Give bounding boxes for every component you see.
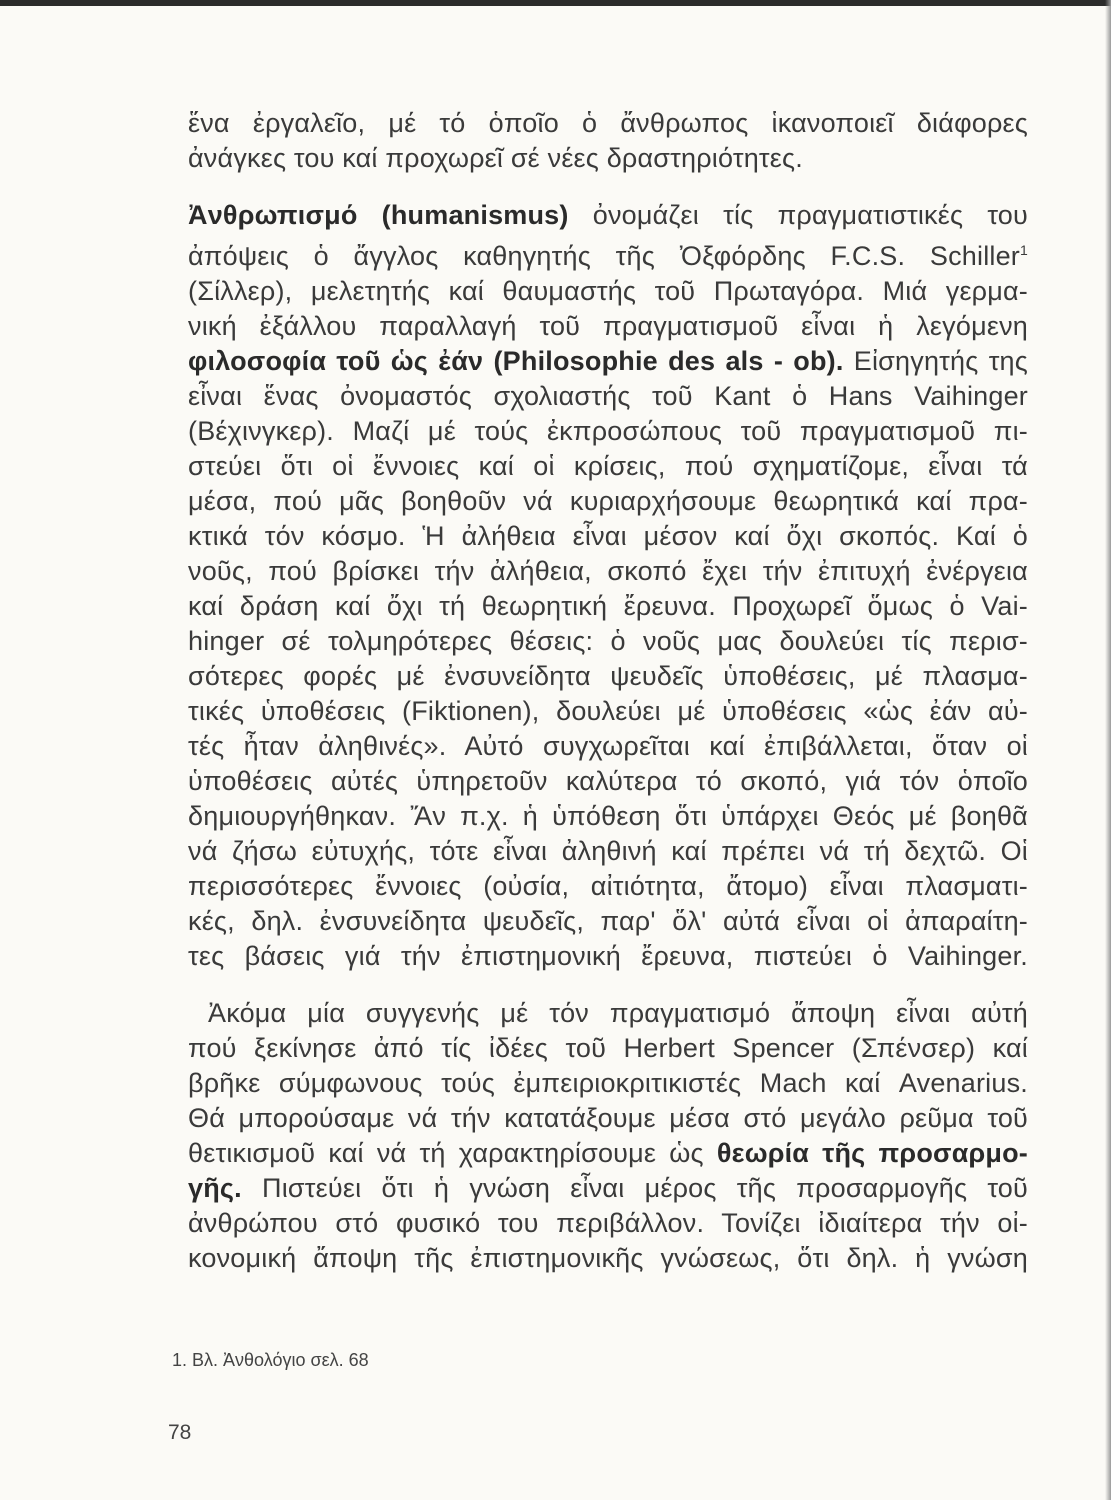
text-line: κονομική ἄποψη τῆς ἐπιστημονικῆς γνώσεως, ὅτι δηλ. ἡ γνώση — [188, 1243, 1028, 1273]
text-line: εἶναι ἕνας ὀνομαστός σχολιαστής τοῦ Kant ὁ Hans Vaihinger — [188, 381, 1028, 411]
text-line: ὑποθέσεις αὐτές ὑπηρετοῦν καλύτερα τό σκοπό, γιά τόν ὁποῖο — [188, 766, 1028, 796]
text-line: τές ἦταν ἀληθινές». Αὐτό συγχωρεῖται καί ἐπιβάλλεται, ὅταν οἱ — [188, 731, 1028, 761]
text-line: Ἀνθρωπισμό (humanismus) ὀνομάζει τίς πραγματιστικές του — [188, 200, 1028, 230]
text-line: γῆς. Πιστεύει ὅτι ἡ γνώση εἶναι μέρος τῆς προσαρμογῆς τοῦ — [188, 1173, 1028, 1203]
text-line: πού ξεκίνησε ἀπό τίς ἰδέες τοῦ Herbert Spencer (Σπένσερ) καί — [188, 1033, 1028, 1063]
footnote-mark: 1. — [172, 1350, 188, 1370]
text-line: κές, δηλ. ἐνσυνείδητα ψευδεῖς, παρ' ὅλ' αὐτά εἶναι οἱ ἀπαραίτη- — [188, 906, 1028, 936]
text-line: νά ζήσω εὐτυχής, τότε εἶναι ἀληθινή καί πρέπει νά τή δεχτῶ. Οἱ — [188, 836, 1028, 866]
text-line: τικές ὑποθέσεις (Fiktionen), δουλεύει μέ ὑποθέσεις «ὡς ἐάν αὐ- — [188, 696, 1028, 726]
text-line: ἀνάγκες του καί προχωρεῖ σέ νέες δραστηριότητες. — [188, 143, 803, 173]
text-line: περισσότερες ἔννοιες (οὐσία, αἰτιότητα, ἄτομο) εἶναι πλασματι- — [188, 871, 1028, 901]
scan-right-edge — [1105, 0, 1111, 1500]
term-theoria-prosarmogis: θεωρία τῆς προσαρμο- — [716, 1138, 1029, 1168]
footnote-reference: 1 — [1020, 242, 1028, 258]
paragraph-1 — [188, 106, 1028, 176]
paragraph-2 — [188, 198, 1028, 974]
text-line: Θά μπορούσαμε νά τήν κατατάξουμε μέσα στό μεγάλο ρεῦμα τοῦ — [188, 1103, 1028, 1133]
text-line: ἀπόψεις ὁ ἄγγλος καθηγητής τῆς Ὀξφόρδης F.C.S. Schiller$^1$ — [188, 241, 1028, 271]
page-body — [188, 106, 1028, 1298]
text-line: ἕνα ἐργαλεῖο, μέ τό ὁποῖο ὁ ἄνθρωπος ἱκανοποιεῖ διάφορες — [188, 108, 1028, 138]
text-line: νοῦς, πού βρίσκει τήν ἀλήθεια, σκοπό ἔχει τήν ἐπιτυχή ἐνέργεια — [188, 556, 1028, 586]
text-line: δημιουργήθηκαν. Ἄν π.χ. ἡ ὑπόθεση ὅτι ὑπάρχει Θεός μέ βοηθᾶ — [188, 801, 1028, 831]
text-line: φιλοσοφία τοῦ ὡς ἐάν (Philosophie des als - ob). Εἰσηγητής της — [188, 346, 1028, 376]
text-line: βρῆκε σύμφωνους τούς ἐμπειριοκριτικιστές Mach καί Avenarius. — [188, 1068, 1028, 1098]
term-philosophie-des-als-ob: φιλοσοφία τοῦ ὡς ἐάν (Philosophie des als - ob). — [188, 346, 844, 376]
text-line: hinger σέ τολμηρότερες θέσεις: ὁ νοῦς μας δουλεύει τίς περισ- — [188, 626, 1028, 656]
text-line: θετικισμοῦ καί νά τή χαρακτηρίσουμε ὡς θεωρία τῆς προσαρμο- — [188, 1138, 1029, 1168]
footnote-text: Βλ. Ἀνθολόγιο σελ. 68 — [192, 1350, 369, 1370]
text-line: ἀνθρώπου στό φυσικό του περιβάλλον. Τονίζει ἰδιαίτερα τήν οἰ- — [188, 1208, 1028, 1238]
text-line: καί δράση καί ὄχι τή θεωρητική ἔρευνα. Προχωρεῖ ὅμως ὁ Vai- — [188, 591, 1028, 621]
text-line: Ἀκόμα μία συγγενής μέ τόν πραγματισμό ἄποψη εἶναι αὐτή — [208, 998, 1028, 1028]
text-line: στεύει ὅτι οἱ ἔννοιες καί οἱ κρίσεις, πού σχηματίζομε, εἶναι τά — [188, 451, 1028, 481]
footnote — [172, 1350, 369, 1371]
text-line: (Σίλλερ), μελετητής καί θαυμαστής τοῦ Πρωταγόρα. Μιά γερμα- — [188, 276, 1028, 306]
text-line: μέσα, πού μᾶς βοηθοῦν νά κυριαρχήσουμε θεωρητικά καί πρα- — [188, 486, 1028, 516]
text-line: κτικά τόν κόσμο. Ἡ ἀλήθεια εἶναι μέσον καί ὄχι σκοπός. Καί ὁ — [188, 521, 1028, 551]
text-line: σότερες φορές μέ ἐνσυνείδητα ψευδεῖς ὑποθέσεις, μέ πλασμα- — [188, 661, 1028, 691]
text-line: (Βέχινγκερ). Μαζί μέ τούς ἐκπροσώπους τοῦ πραγματισμοῦ πι- — [188, 416, 1028, 446]
page-number: 78 — [168, 1421, 192, 1444]
text-line: νική ἐξάλλου παραλλαγή τοῦ πραγματισμοῦ εἶναι ἡ λεγόμενη — [188, 311, 1028, 341]
scan-top-edge — [0, 0, 1111, 6]
paragraph-3 — [188, 996, 1028, 1276]
text-line: τες βάσεις γιά τήν ἐπιστημονική ἔρευνα, πιστεύει ὁ Vaihinger. — [188, 941, 1028, 971]
term-humanismus: Ἀνθρωπισμό (humanismus) — [188, 200, 569, 230]
